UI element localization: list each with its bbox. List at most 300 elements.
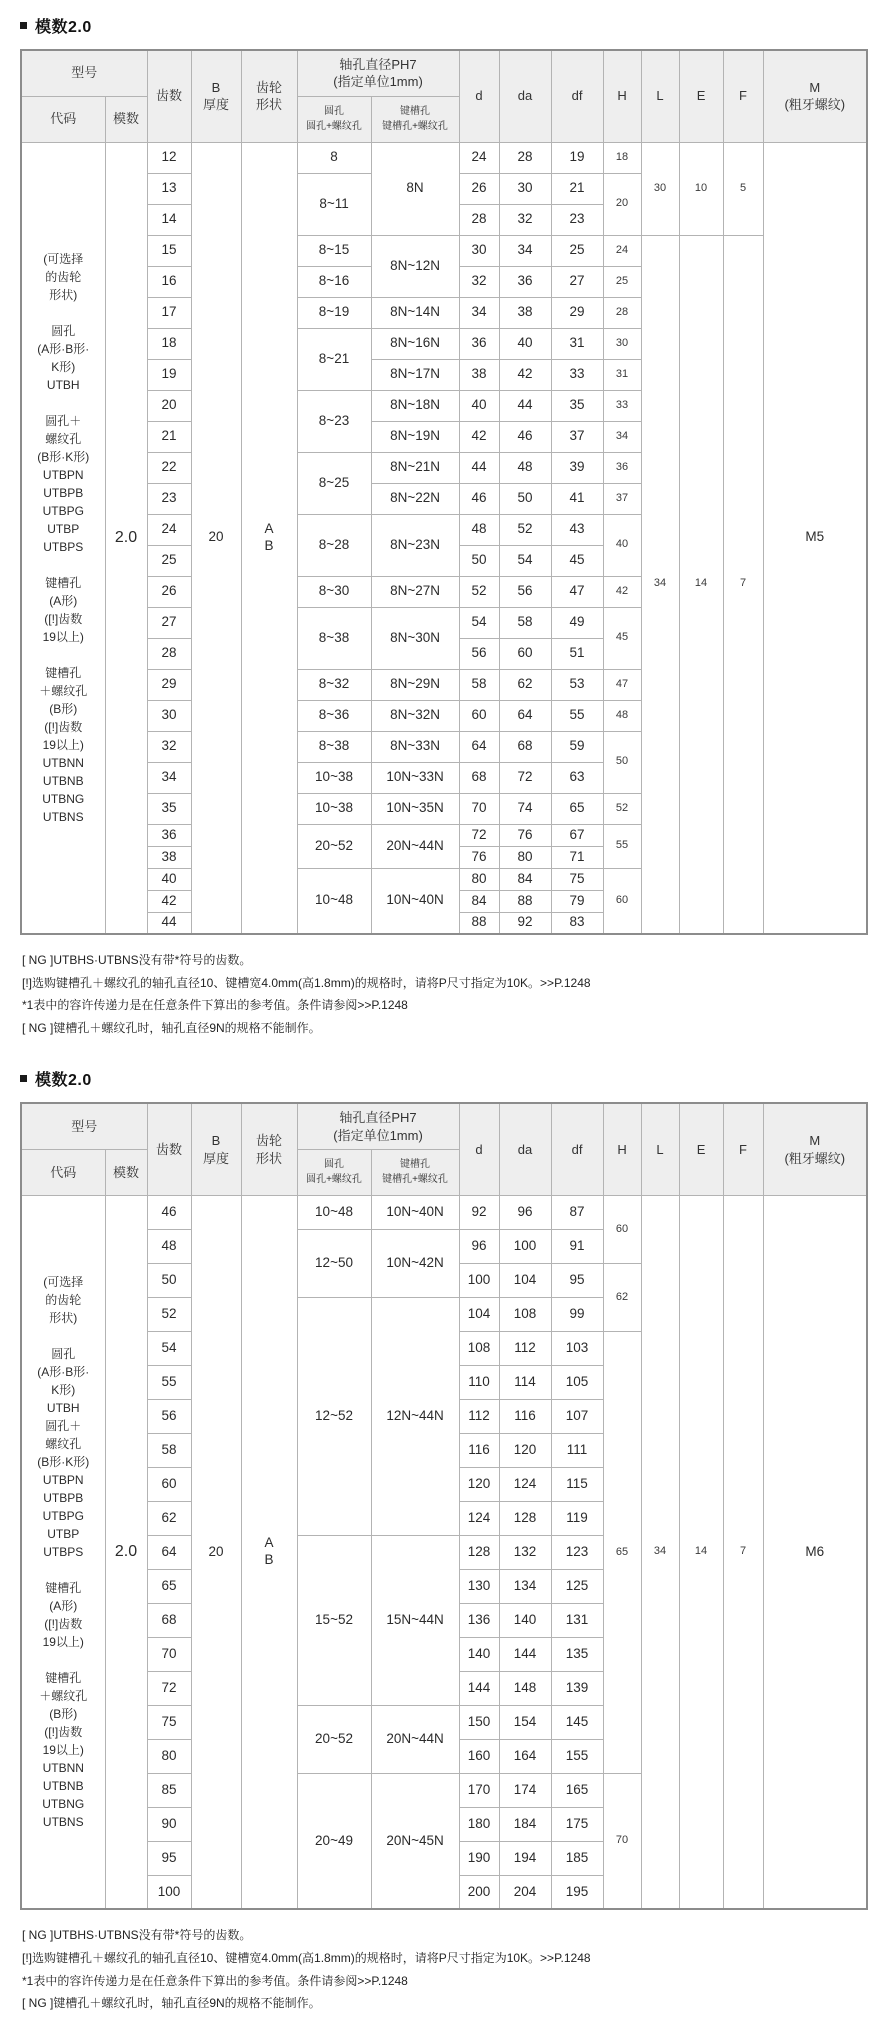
table-cell: 25 <box>603 266 641 297</box>
table-cell: 24 <box>603 235 641 266</box>
table-cell: 40 <box>459 390 499 421</box>
table-cell: 31 <box>603 359 641 390</box>
table-cell: 41 <box>551 483 603 514</box>
footnotes-2 <box>22 1926 873 2012</box>
table-cell: 96 <box>499 1195 551 1229</box>
table-cell: 20~49 <box>297 1773 371 1909</box>
table-cell: 96 <box>459 1229 499 1263</box>
table-cell: 7 <box>723 1195 763 1909</box>
table-cell: 32 <box>499 204 551 235</box>
table-cell: 170 <box>459 1773 499 1807</box>
col-header-model: 型号 <box>21 50 147 96</box>
table-cell: 110 <box>459 1365 499 1399</box>
table-cell: 8N~32N <box>371 700 459 731</box>
table-cell: 72 <box>147 1671 191 1705</box>
col-header-d: d <box>459 50 499 142</box>
table-cell: 104 <box>499 1263 551 1297</box>
footnote-line: [!]选购键槽孔＋螺纹孔的轴孔直径10、键槽宽4.0mm(高1.8mm)的规格时，请将P尺寸指定为10K。>>P.1248 <box>22 1950 591 1965</box>
col-header-teeth: 齿数 <box>147 50 191 142</box>
table-cell: 26 <box>459 173 499 204</box>
table-cell: 8N~18N <box>371 390 459 421</box>
table-cell: 185 <box>551 1841 603 1875</box>
table-cell: 48 <box>499 452 551 483</box>
footnote-line: *1表中的容许传递力是在任意条件下算出的参考值。条件请参阅>>P.1248 <box>22 1973 408 1988</box>
section-module-2-0-a <box>20 14 873 1037</box>
table-cell: 12~52 <box>297 1297 371 1535</box>
section-title-text: 模数2.0 <box>35 1072 92 1090</box>
table-row <box>21 235 867 266</box>
col-header-bore-round: 圆孔 圆孔+螺纹孔 <box>297 1149 371 1195</box>
table-cell: 90 <box>147 1807 191 1841</box>
table-cell: 95 <box>147 1841 191 1875</box>
table-cell: 184 <box>499 1807 551 1841</box>
col-header-L: L <box>641 1103 679 1195</box>
footnote-line: *1表中的容许传递力是在任意条件下算出的参考值。条件请参阅>>P.1248 <box>22 998 408 1013</box>
table-cell: 46 <box>499 421 551 452</box>
table-cell: 18 <box>147 328 191 359</box>
gear-spec-table-1 <box>20 49 868 935</box>
table-cell: 25 <box>551 235 603 266</box>
table-cell: 8N <box>371 142 459 235</box>
table-body-2 <box>21 1195 867 1909</box>
table-cell: 52 <box>499 514 551 545</box>
table-cell: 13 <box>147 173 191 204</box>
table-cell: 52 <box>603 793 641 824</box>
table-cell: 10N~42N <box>371 1229 459 1297</box>
table-cell: 8N~12N <box>371 235 459 297</box>
table-cell: 55 <box>551 700 603 731</box>
table-cell: 59 <box>551 731 603 762</box>
table-cell: 52 <box>147 1297 191 1331</box>
table-cell: 20 <box>603 173 641 235</box>
table-cell: 8~38 <box>297 607 371 669</box>
footnote-line: [ NG ]UTBHS·UTBNS没有带*符号的齿数。 <box>22 1928 252 1943</box>
col-header-bore-key: 键槽孔 键槽孔+螺纹孔 <box>371 96 459 142</box>
table-cell: 104 <box>459 1297 499 1331</box>
table-cell: 7 <box>723 235 763 934</box>
table-cell: 180 <box>459 1807 499 1841</box>
col-header-bore-round: 圆孔 圆孔+螺纹孔 <box>297 96 371 142</box>
col-header-module: 模数 <box>105 1149 147 1195</box>
table-cell: 144 <box>499 1637 551 1671</box>
footnote-line: [ NG ]键槽孔＋螺纹孔时，轴孔直径9N的规格不能制作。 <box>22 1020 321 1035</box>
table-cell: 8~38 <box>297 731 371 762</box>
table-cell: 68 <box>499 731 551 762</box>
table-cell: 150 <box>459 1705 499 1739</box>
col-header-E: E <box>679 50 723 142</box>
table-cell: 8N~17N <box>371 359 459 390</box>
table-cell: 64 <box>147 1535 191 1569</box>
col-header-code: 代码 <box>21 1149 105 1195</box>
table-cell: 38 <box>147 846 191 868</box>
table-cell: 56 <box>459 638 499 669</box>
col-header-L: L <box>641 50 679 142</box>
section-module-2-0-b <box>20 1067 873 2012</box>
table-cell: 20 <box>191 1195 241 1909</box>
table-cell: 71 <box>551 846 603 868</box>
table-cell: 8N~30N <box>371 607 459 669</box>
table-cell: 44 <box>147 912 191 934</box>
table-cell: 28 <box>147 638 191 669</box>
table-cell: 135 <box>551 1637 603 1671</box>
module-cell: 2.0 <box>105 142 147 934</box>
table-cell: 34 <box>499 235 551 266</box>
table-cell: 174 <box>499 1773 551 1807</box>
table-header <box>21 1103 867 1195</box>
table-cell: 14 <box>679 1195 723 1909</box>
col-header-bore-key: 键槽孔 键槽孔+螺纹孔 <box>371 1149 459 1195</box>
table-cell: 30 <box>603 328 641 359</box>
table-cell: 60 <box>499 638 551 669</box>
table-cell: 33 <box>603 390 641 421</box>
table-cell: 100 <box>147 1875 191 1909</box>
table-cell: 12N~44N <box>371 1297 459 1535</box>
table-cell: 85 <box>147 1773 191 1807</box>
table-cell: 44 <box>459 452 499 483</box>
col-header-da: da <box>499 1103 551 1195</box>
table-cell: 67 <box>551 824 603 846</box>
table-cell: 26 <box>147 576 191 607</box>
table-cell: 130 <box>459 1569 499 1603</box>
table-cell: 51 <box>551 638 603 669</box>
table-cell: 50 <box>459 545 499 576</box>
table-cell: 42 <box>459 421 499 452</box>
table-cell: 8N~21N <box>371 452 459 483</box>
table-cell: 8N~19N <box>371 421 459 452</box>
table-cell: 125 <box>551 1569 603 1603</box>
table-cell: 114 <box>499 1365 551 1399</box>
table-cell: 34 <box>603 421 641 452</box>
table-cell: 75 <box>551 868 603 890</box>
table-cell: 8~16 <box>297 266 371 297</box>
table-cell: 23 <box>551 204 603 235</box>
table-cell: 19 <box>147 359 191 390</box>
table-cell: 84 <box>499 868 551 890</box>
table-cell: 30 <box>459 235 499 266</box>
col-header-H: H <box>603 50 641 142</box>
table-cell: 48 <box>147 1229 191 1263</box>
table-cell: 120 <box>499 1433 551 1467</box>
table-cell: 40 <box>147 868 191 890</box>
table-cell: 29 <box>551 297 603 328</box>
table-cell: 47 <box>551 576 603 607</box>
table-cell: 30 <box>499 173 551 204</box>
table-cell: 8~23 <box>297 390 371 452</box>
table-cell: 200 <box>459 1875 499 1909</box>
section-title <box>20 14 873 37</box>
table-cell: 10 <box>679 142 723 235</box>
table-cell: 10N~40N <box>371 868 459 934</box>
table-cell: 8~15 <box>297 235 371 266</box>
table-cell: 8~32 <box>297 669 371 700</box>
table-cell: 92 <box>499 912 551 934</box>
table-cell: 23 <box>147 483 191 514</box>
table-cell: 32 <box>459 266 499 297</box>
table-cell: 48 <box>603 700 641 731</box>
table-cell: 20 <box>191 142 241 934</box>
table-cell: 8N~22N <box>371 483 459 514</box>
table-cell: 37 <box>551 421 603 452</box>
table-cell: 145 <box>551 1705 603 1739</box>
table-cell: 75 <box>147 1705 191 1739</box>
table-cell: 17 <box>147 297 191 328</box>
table-cell: 91 <box>551 1229 603 1263</box>
table-cell: 33 <box>551 359 603 390</box>
table-cell: 38 <box>459 359 499 390</box>
table-cell: 35 <box>551 390 603 421</box>
table-cell: 19 <box>551 142 603 173</box>
table-cell: 83 <box>551 912 603 934</box>
table-cell: 28 <box>603 297 641 328</box>
col-header-df: df <box>551 50 603 142</box>
table-cell: 70 <box>459 793 499 824</box>
table-cell: 10~38 <box>297 762 371 793</box>
table-cell: 190 <box>459 1841 499 1875</box>
table-cell: 8N~33N <box>371 731 459 762</box>
table-body-1 <box>21 142 867 934</box>
table-cell: 28 <box>459 204 499 235</box>
col-header-code: 代码 <box>21 96 105 142</box>
table-cell: 165 <box>551 1773 603 1807</box>
table-cell: 65 <box>147 1569 191 1603</box>
table-cell: 46 <box>147 1195 191 1229</box>
col-header-H: H <box>603 1103 641 1195</box>
table-cell: 8N~23N <box>371 514 459 576</box>
table-cell: 92 <box>459 1195 499 1229</box>
table-cell: 108 <box>499 1297 551 1331</box>
table-cell: 42 <box>147 890 191 912</box>
table-cell: 124 <box>499 1467 551 1501</box>
table-cell: 76 <box>499 824 551 846</box>
table-cell: 62 <box>147 1501 191 1535</box>
table-cell: 62 <box>499 669 551 700</box>
table-cell: 111 <box>551 1433 603 1467</box>
table-cell: 25 <box>147 545 191 576</box>
table-header <box>21 50 867 142</box>
footnote-line: [!]选购键槽孔＋螺纹孔的轴孔直径10、键槽宽4.0mm(高1.8mm)的规格时，请将P尺寸指定为10K。>>P.1248 <box>22 975 591 990</box>
table-cell: 10N~40N <box>371 1195 459 1229</box>
table-cell: 144 <box>459 1671 499 1705</box>
table-cell: 14 <box>147 204 191 235</box>
table-cell: 32 <box>147 731 191 762</box>
col-header-thickness: B 厚度 <box>191 1103 241 1195</box>
table-cell: 15 <box>147 235 191 266</box>
table-cell: 36 <box>603 452 641 483</box>
section-title <box>20 1067 873 1090</box>
table-cell: 48 <box>459 514 499 545</box>
table-cell: 204 <box>499 1875 551 1909</box>
table-cell: 60 <box>603 1195 641 1263</box>
table-cell: 140 <box>459 1637 499 1671</box>
table-cell: 8~28 <box>297 514 371 576</box>
table-cell: 10N~35N <box>371 793 459 824</box>
table-cell: 28 <box>499 142 551 173</box>
table-cell: 50 <box>147 1263 191 1297</box>
section-title-text: 模数2.0 <box>35 19 92 36</box>
table-cell: 139 <box>551 1671 603 1705</box>
table-cell: 116 <box>499 1399 551 1433</box>
table-cell: 116 <box>459 1433 499 1467</box>
table-cell: 5 <box>723 142 763 235</box>
table-cell: 65 <box>603 1331 641 1773</box>
col-header-M: M (粗牙螺纹) <box>763 50 867 142</box>
table-cell: 39 <box>551 452 603 483</box>
table-cell: 34 <box>459 297 499 328</box>
table-cell: 15~52 <box>297 1535 371 1705</box>
table-cell: 155 <box>551 1739 603 1773</box>
table-cell: 20 <box>147 390 191 421</box>
table-cell: 31 <box>551 328 603 359</box>
table-cell: 105 <box>551 1365 603 1399</box>
table-cell: 134 <box>499 1569 551 1603</box>
table-cell: 54 <box>499 545 551 576</box>
table-cell: 10~48 <box>297 1195 371 1229</box>
table-cell: 79 <box>551 890 603 912</box>
table-cell: 20N~44N <box>371 824 459 868</box>
table-cell: 100 <box>459 1263 499 1297</box>
col-header-model: 型号 <box>21 1103 147 1149</box>
table-cell: 36 <box>499 266 551 297</box>
table-cell: 72 <box>499 762 551 793</box>
table-cell: 8N~14N <box>371 297 459 328</box>
table-cell: 108 <box>459 1331 499 1365</box>
table-cell: 128 <box>459 1535 499 1569</box>
table-cell: 50 <box>603 731 641 793</box>
col-header-shape: 齿轮 形状 <box>241 50 297 142</box>
table-cell: 63 <box>551 762 603 793</box>
table-cell: 40 <box>603 514 641 576</box>
table-row <box>21 1195 867 1229</box>
table-cell: 8~11 <box>297 173 371 235</box>
table-cell: 42 <box>603 576 641 607</box>
table-cell: 10~48 <box>297 868 371 934</box>
table-cell: 55 <box>603 824 641 868</box>
table-cell: 148 <box>499 1671 551 1705</box>
table-cell: 8N~29N <box>371 669 459 700</box>
table-cell: 20~52 <box>297 824 371 868</box>
table-cell: M6 <box>763 1195 867 1909</box>
table-cell: 80 <box>499 846 551 868</box>
col-header-E: E <box>679 1103 723 1195</box>
table-cell: 95 <box>551 1263 603 1297</box>
table-cell: 58 <box>499 607 551 638</box>
table-cell: 80 <box>459 868 499 890</box>
table-row <box>21 142 867 173</box>
table-cell: 8~25 <box>297 452 371 514</box>
col-header-bore: 轴孔直径PH7 (指定单位1mm) <box>297 1103 459 1149</box>
table-cell: 62 <box>603 1263 641 1331</box>
table-cell: 30 <box>641 142 679 235</box>
table-cell: 123 <box>551 1535 603 1569</box>
table-cell: 22 <box>147 452 191 483</box>
table-cell: 58 <box>459 669 499 700</box>
module-cell: 2.0 <box>105 1195 147 1909</box>
table-cell: 80 <box>147 1739 191 1773</box>
table-cell: 64 <box>499 700 551 731</box>
col-header-F: F <box>723 50 763 142</box>
table-cell: 36 <box>147 824 191 846</box>
table-cell: 24 <box>459 142 499 173</box>
table-cell: 14 <box>679 235 723 934</box>
model-code-cell: (可选择 的齿轮 形状) 圆孔 (A形·B形· K形) UTBH 圆孔＋ 螺纹孔 (B形·K形) UTBPN UTBPB UTBPG UTBP UTBPS 键槽孔 (A形) ([!]齿数 19以上) 键槽孔 ＋螺纹孔 (B形) ([!]齿数 19以上) UTBNN UTBNB UTBNG UTBNS <box>21 142 105 934</box>
table-cell: 30 <box>147 700 191 731</box>
table-cell: 36 <box>459 328 499 359</box>
table-cell: 60 <box>147 1467 191 1501</box>
table-cell: 64 <box>459 731 499 762</box>
table-cell: 54 <box>147 1331 191 1365</box>
table-cell: 72 <box>459 824 499 846</box>
gear-spec-table-2 <box>20 1102 868 1910</box>
table-cell: 27 <box>551 266 603 297</box>
table-cell: 164 <box>499 1739 551 1773</box>
table-cell: 15N~44N <box>371 1535 459 1705</box>
table-cell: 119 <box>551 1501 603 1535</box>
table-cell: 37 <box>603 483 641 514</box>
table-cell: 18 <box>603 142 641 173</box>
table-cell: 60 <box>603 868 641 934</box>
table-cell: 45 <box>551 545 603 576</box>
table-cell: 29 <box>147 669 191 700</box>
table-cell: 10~38 <box>297 793 371 824</box>
table-cell: 10N~33N <box>371 762 459 793</box>
col-header-F: F <box>723 1103 763 1195</box>
col-header-teeth: 齿数 <box>147 1103 191 1195</box>
col-header-d: d <box>459 1103 499 1195</box>
table-cell: 34 <box>147 762 191 793</box>
table-cell: 70 <box>147 1637 191 1671</box>
table-cell: 140 <box>499 1603 551 1637</box>
table-cell: M5 <box>763 142 867 934</box>
table-cell: 43 <box>551 514 603 545</box>
table-cell: 53 <box>551 669 603 700</box>
table-cell: 74 <box>499 793 551 824</box>
table-cell: 136 <box>459 1603 499 1637</box>
table-cell: 45 <box>603 607 641 669</box>
table-cell: 46 <box>459 483 499 514</box>
table-cell: 70 <box>603 1773 641 1909</box>
table-cell: 84 <box>459 890 499 912</box>
col-header-module: 模数 <box>105 96 147 142</box>
table-cell: 132 <box>499 1535 551 1569</box>
table-cell: 16 <box>147 266 191 297</box>
table-cell: A B <box>241 142 297 934</box>
table-cell: 34 <box>641 235 679 934</box>
table-cell: 60 <box>459 700 499 731</box>
table-cell: 103 <box>551 1331 603 1365</box>
table-cell: 8~19 <box>297 297 371 328</box>
footnotes-1 <box>22 951 873 1037</box>
table-cell: 195 <box>551 1875 603 1909</box>
table-cell: 8~30 <box>297 576 371 607</box>
table-cell: 115 <box>551 1467 603 1501</box>
table-cell: 160 <box>459 1739 499 1773</box>
table-cell: 88 <box>499 890 551 912</box>
table-cell: 38 <box>499 297 551 328</box>
table-cell: 120 <box>459 1467 499 1501</box>
table-cell: 20N~44N <box>371 1705 459 1773</box>
table-cell: 68 <box>459 762 499 793</box>
table-cell: 175 <box>551 1807 603 1841</box>
table-cell: 34 <box>641 1195 679 1909</box>
table-cell: 50 <box>499 483 551 514</box>
col-header-bore: 轴孔直径PH7 (指定单位1mm) <box>297 50 459 96</box>
table-cell: 12 <box>147 142 191 173</box>
table-cell: 68 <box>147 1603 191 1637</box>
table-cell: 100 <box>499 1229 551 1263</box>
table-cell: 8 <box>297 142 371 173</box>
table-cell: 42 <box>499 359 551 390</box>
table-cell: 124 <box>459 1501 499 1535</box>
